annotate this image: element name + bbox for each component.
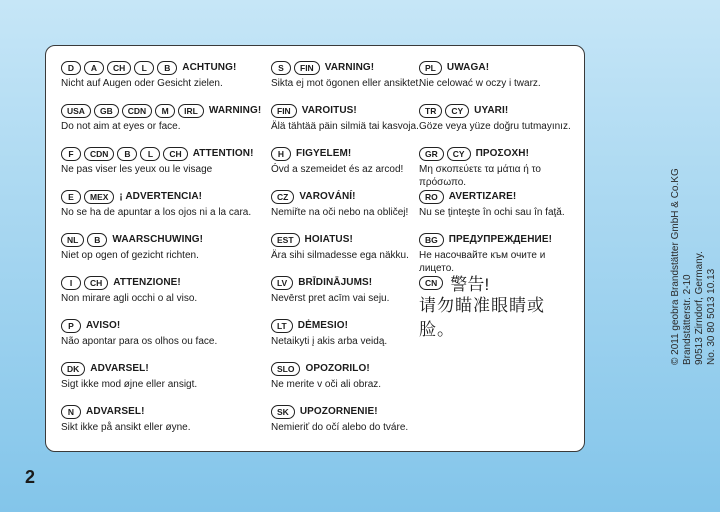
country-code-badge: L (140, 147, 160, 161)
country-code-badge: LV (271, 276, 293, 290)
country-code-badge: SLO (271, 362, 300, 376)
warning-block (271, 60, 421, 90)
country-code-badge: RO (419, 190, 444, 204)
country-code-badge: PL (419, 61, 442, 75)
warning-header (419, 103, 579, 118)
warning-block (61, 60, 266, 90)
country-code-badge: M (155, 104, 175, 118)
warning-text: Non mirare agli occhi o al viso. (61, 293, 198, 304)
warning-title: DĖMESIO! (297, 320, 349, 331)
warning-title: ADVARSEL! (90, 363, 149, 374)
country-code-badge: GR (419, 147, 444, 161)
warning-header (419, 60, 579, 75)
warning-header (271, 60, 421, 75)
warning-title: VAROITUS! (301, 105, 357, 116)
warning-block (419, 103, 579, 133)
country-code-badge: LT (271, 319, 293, 333)
warning-title: OPOZORILO! (305, 363, 370, 374)
warning-header (61, 146, 266, 161)
warning-header (61, 103, 266, 118)
imprint-line: Brandstätterstr. 2-10 (682, 274, 693, 365)
country-code-badge: N (61, 405, 81, 419)
warning-title: FIGYELEM! (296, 148, 352, 159)
country-code-badge: CY (447, 147, 471, 161)
warning-title: ADVARSEL! (86, 406, 145, 417)
warning-text: Nevērst pret acīm vai seju. (271, 293, 390, 304)
country-code-badge: CY (445, 104, 469, 118)
warning-title: HOIATUS! (304, 234, 353, 245)
warning-text: Nu se ţinteşte în ochi sau în faţă. (419, 207, 565, 218)
imprint-line: No. 30 80 5013 10.13 (706, 268, 717, 365)
imprint (670, 168, 718, 365)
warning-text: Do not aim at eyes or face. (61, 121, 181, 132)
warning-title: ATTENTION! (192, 148, 254, 159)
country-code-badge: EST (271, 233, 300, 247)
country-code-badge: CN (419, 276, 443, 290)
country-code-badge: B (117, 147, 137, 161)
warning-header (271, 189, 421, 204)
warning-text: Nemieriť do očí alebo do tváre. (271, 422, 409, 433)
warning-block (271, 361, 421, 391)
warning-title: ПРЕДУПРЕЖДЕНИЕ! (448, 234, 553, 245)
warning-text: Sikt ikke på ansikt eller øyne. (61, 422, 191, 433)
page-number: 2 (25, 467, 36, 487)
warning-title: AVERTIZARE! (448, 191, 517, 202)
warning-block (61, 146, 266, 176)
warning-header (271, 361, 421, 376)
warning-text: Nemiřte na oči nebo na obličej! (271, 207, 409, 218)
warning-block (419, 146, 579, 189)
country-code-badge: CDN (84, 147, 114, 161)
warning-title: WAARSCHUWING! (112, 234, 204, 245)
warning-block (271, 232, 421, 262)
warning-text: Óvd a szemeidet és az arcod! (271, 164, 404, 175)
warning-title: 警告! (450, 275, 490, 294)
warning-block (419, 275, 579, 342)
warning-panel (45, 45, 585, 452)
country-code-badge: D (61, 61, 81, 75)
country-code-badge: SK (271, 405, 295, 419)
country-code-badge: E (61, 190, 81, 204)
warning-text: Nicht auf Augen oder Gesicht zielen. (61, 78, 223, 89)
warning-block (271, 318, 421, 348)
warning-text: Netaikyti į akis arba veidą. (271, 336, 388, 347)
warning-text: Не насочвайте към очите и лицето. (419, 250, 546, 274)
warning-header (419, 232, 579, 247)
warning-title: BRĪDINĀJUMS! (298, 277, 373, 288)
warning-header (271, 232, 421, 247)
country-code-badge: TR (419, 104, 442, 118)
warning-text: Nie celować w oczy i twarz. (419, 78, 541, 89)
warning-block (61, 103, 266, 133)
warning-text: No se ha de apuntar a los ojos ni a la cara. (61, 207, 252, 218)
warning-header (419, 275, 579, 294)
country-code-badge: IRL (178, 104, 204, 118)
warning-block (61, 404, 266, 434)
warning-block (419, 60, 579, 90)
warning-block (419, 189, 579, 219)
country-code-badge: F (61, 147, 81, 161)
warning-title: ¡ ADVERTENCIA! (119, 191, 203, 202)
warning-text: Não apontar para os olhos ou face. (61, 336, 218, 347)
country-code-badge: L (134, 61, 154, 75)
warning-block (61, 232, 266, 262)
warning-block (419, 232, 579, 275)
country-code-badge: CH (107, 61, 131, 75)
country-code-badge: FIN (294, 61, 320, 75)
country-code-badge: CH (84, 276, 108, 290)
country-code-badge: S (271, 61, 291, 75)
country-code-badge: CZ (271, 190, 294, 204)
warning-block (61, 318, 266, 348)
warning-block (271, 404, 421, 434)
country-code-badge: A (84, 61, 104, 75)
warning-header (419, 189, 579, 204)
warning-header (271, 103, 421, 118)
warning-title: UPOZORNENIE! (299, 406, 378, 417)
country-code-badge: B (157, 61, 177, 75)
warning-text: Sigt ikke mod øjne eller ansigt. (61, 379, 198, 390)
warning-block (61, 361, 266, 391)
country-code-badge: USA (61, 104, 91, 118)
warning-text: Ne pas viser les yeux ou le visage (61, 164, 213, 175)
imprint-line: 90513 Zirndorf, Germany. (694, 251, 705, 365)
warning-title: ΠΡΟΣΟΧΗ! (475, 148, 530, 159)
warning-block (61, 189, 266, 219)
warning-text: Sikta ej mot ögonen eller ansiktet. (271, 78, 422, 89)
warning-block (271, 146, 421, 176)
warning-header (61, 232, 266, 247)
warning-text: Ne merite v oči ali obraz. (271, 379, 382, 390)
country-code-badge: NL (61, 233, 84, 247)
warning-text: Niet op ogen of gezicht richten. (61, 250, 199, 261)
warning-title: UWAGA! (446, 62, 490, 73)
warning-title: UYARI! (474, 105, 509, 116)
warning-block (271, 275, 421, 305)
warning-title: AVISO! (86, 320, 121, 331)
warning-text: Ära sihi silmadesse ega näkku. (271, 250, 409, 261)
warning-header (271, 275, 421, 290)
warning-header (61, 275, 266, 290)
warning-header (271, 146, 421, 161)
country-code-badge: B (87, 233, 107, 247)
warning-header (419, 146, 579, 161)
warning-header (271, 404, 421, 419)
warning-text: Göze veya yüze doğru tutmayınız. (419, 121, 571, 132)
country-code-badge: I (61, 276, 81, 290)
warning-title: ATTENZIONE! (113, 277, 181, 288)
warning-text: Μη σκοπεύετε τα μάτια ή το πρόσωπο. (419, 164, 541, 188)
imprint-line: © 2011 geobra Brandstätter GmbH & Co.KG (670, 168, 681, 365)
warning-block (271, 103, 421, 133)
warning-block (61, 275, 266, 305)
country-code-badge: CDN (122, 104, 152, 118)
warning-header (61, 318, 266, 333)
warning-header (61, 60, 266, 75)
warning-header (61, 404, 266, 419)
warning-title: ACHTUNG! (182, 62, 237, 73)
warning-header (61, 189, 266, 204)
warning-text: 请勿瞄准眼睛或脸。 (419, 296, 545, 339)
country-code-badge: H (271, 147, 291, 161)
country-code-badge: FIN (271, 104, 297, 118)
warning-text: Älä tähtää päin silmiä tai kasvoja. (271, 121, 419, 132)
warning-block (271, 189, 421, 219)
country-code-badge: BG (419, 233, 444, 247)
country-code-badge: GB (94, 104, 119, 118)
warning-header (271, 318, 421, 333)
warning-title: VARNING! (324, 62, 375, 73)
warning-title: VAROVÁNÍ! (299, 191, 356, 202)
warning-header (61, 361, 266, 376)
country-code-badge: CH (163, 147, 187, 161)
country-code-badge: DK (61, 362, 85, 376)
country-code-badge: P (61, 319, 81, 333)
country-code-badge: MEX (84, 190, 114, 204)
warning-title: WARNING! (208, 105, 262, 116)
